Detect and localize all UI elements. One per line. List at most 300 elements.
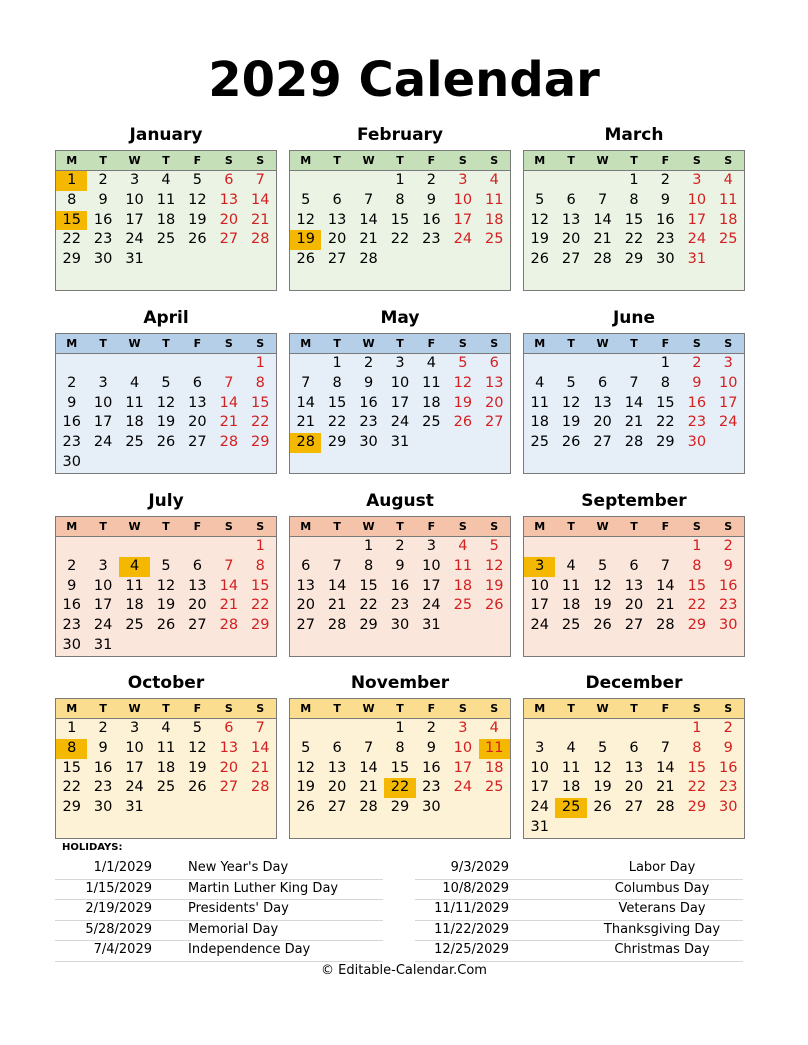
day-cell: 2 <box>363 355 374 371</box>
weekday-label: S <box>724 702 733 715</box>
day-cell: 22 <box>359 597 378 614</box>
weekday-label: W <box>362 154 375 167</box>
empty-day-cell <box>479 250 510 270</box>
day-cell: 1 <box>395 720 405 736</box>
empty-day-cell <box>290 354 321 374</box>
day-cell: 3 <box>458 172 468 188</box>
day-cell: 5 <box>597 557 608 574</box>
day-cell: 17 <box>390 394 410 411</box>
day-cell: 26 <box>453 414 473 431</box>
day-cell: 23 <box>719 779 738 796</box>
day-cell: 14 <box>219 394 239 411</box>
empty-day-cell <box>524 171 555 191</box>
day-cell: 17 <box>453 759 473 776</box>
day-cell: 18 <box>125 597 144 614</box>
day-cell: 1 <box>395 172 405 188</box>
weekday-label: F <box>193 520 202 533</box>
day-cell: 19 <box>453 394 473 411</box>
weekday-label: T <box>333 337 341 350</box>
page-title: 2029 Calendar <box>208 52 600 108</box>
day-cell: 12 <box>296 211 315 228</box>
day-grid <box>524 171 744 290</box>
empty-day-cell <box>650 537 681 557</box>
empty-day-cell <box>587 636 618 656</box>
day-cell: 16 <box>93 759 113 776</box>
day-cell: 6 <box>224 720 234 736</box>
weekday-label: W <box>596 337 609 350</box>
holiday-row <box>415 940 743 962</box>
day-cell: 28 <box>327 617 347 634</box>
day-cell: 23 <box>390 597 410 614</box>
empty-day-cell <box>150 636 181 656</box>
empty-day-cell <box>290 636 321 656</box>
empty-day-cell <box>150 250 181 270</box>
month-box <box>289 698 511 839</box>
day-cell: 30 <box>93 799 113 816</box>
day-cell: 27 <box>593 434 612 451</box>
holiday-name: Thanksgiving Day <box>603 921 721 937</box>
holiday-name: Labor Day <box>628 860 696 875</box>
empty-day-cell <box>447 636 478 656</box>
day-cell: 10 <box>453 191 473 208</box>
day-cell: 27 <box>188 617 207 634</box>
empty-day-cell <box>56 270 87 290</box>
month-box <box>523 516 745 657</box>
weekday-label: T <box>162 337 170 350</box>
day-cell: 29 <box>390 799 410 816</box>
weekday-label: T <box>333 520 341 533</box>
empty-day-cell <box>213 270 244 290</box>
day-cell: 18 <box>453 577 473 594</box>
empty-day-cell <box>213 537 244 557</box>
day-cell: 25 <box>125 617 144 634</box>
holiday-day-cell: 19 <box>290 230 321 250</box>
weekday-label: T <box>99 702 107 715</box>
empty-day-cell <box>182 270 213 290</box>
empty-day-cell <box>353 270 384 290</box>
weekday-label: T <box>630 154 638 167</box>
day-cell: 25 <box>125 434 144 451</box>
empty-day-cell <box>353 171 384 191</box>
holiday-name: Christmas Day <box>614 942 710 957</box>
empty-day-cell <box>245 453 276 473</box>
weekday-label: S <box>490 154 499 167</box>
day-cell: 14 <box>219 577 239 594</box>
day-cell: 24 <box>530 617 549 634</box>
weekday-label: W <box>362 337 375 350</box>
empty-day-cell <box>353 719 384 739</box>
day-cell: 28 <box>359 799 378 816</box>
day-cell: 12 <box>156 577 176 594</box>
empty-day-cell <box>290 719 321 739</box>
empty-day-cell <box>587 453 618 473</box>
day-cell: 30 <box>62 453 81 470</box>
day-grid <box>56 719 276 838</box>
day-grid <box>56 537 276 656</box>
empty-day-cell <box>87 354 118 374</box>
day-cell: 14 <box>359 759 378 776</box>
day-cell: 23 <box>422 779 441 796</box>
weekday-label: M <box>66 520 78 533</box>
day-cell: 27 <box>327 251 347 268</box>
day-cell: 6 <box>301 557 311 574</box>
day-cell: 22 <box>687 779 707 796</box>
weekday-label: S <box>224 154 233 167</box>
empty-day-cell <box>290 453 321 473</box>
holiday-row <box>55 899 383 921</box>
day-cell: 18 <box>156 759 176 776</box>
holiday-date: 10/8/2029 <box>442 880 509 896</box>
day-cell: 1 <box>692 720 702 736</box>
holiday-day-cell: 22 <box>384 778 415 798</box>
day-cell: 14 <box>251 191 270 208</box>
day-cell: 1 <box>332 355 342 371</box>
weekday-label: T <box>630 520 638 533</box>
day-cell: 22 <box>62 231 81 248</box>
day-cell: 11 <box>561 759 581 776</box>
weekday-label: M <box>66 154 78 167</box>
day-cell: 13 <box>296 577 315 594</box>
day-cell: 11 <box>561 577 581 594</box>
weekday-label: T <box>567 337 575 350</box>
weekday-label: W <box>596 702 609 715</box>
empty-day-cell <box>213 798 244 818</box>
day-cell: 14 <box>251 739 270 756</box>
day-cell: 16 <box>62 414 81 431</box>
day-cell: 16 <box>422 211 441 228</box>
day-cell: 16 <box>359 394 378 411</box>
day-cell: 27 <box>219 231 239 248</box>
empty-day-cell <box>182 537 213 557</box>
day-cell: 21 <box>327 597 347 614</box>
day-cell: 3 <box>535 739 545 756</box>
day-cell: 14 <box>656 577 675 594</box>
day-cell: 22 <box>62 779 81 796</box>
day-cell: 2 <box>98 172 108 188</box>
empty-day-cell <box>447 798 478 818</box>
empty-day-cell <box>150 798 181 818</box>
empty-day-cell <box>150 354 181 374</box>
holiday-name: Veterans Day <box>618 901 706 916</box>
day-cell: 25 <box>422 414 441 431</box>
day-cell: 2 <box>395 538 405 554</box>
empty-day-cell <box>150 453 181 473</box>
empty-day-cell <box>182 354 213 374</box>
empty-day-cell <box>618 354 649 374</box>
empty-day-cell <box>479 433 510 453</box>
empty-day-cell <box>555 818 586 838</box>
day-cell: 20 <box>327 231 347 248</box>
day-cell: 8 <box>395 191 405 208</box>
weekday-label: S <box>692 154 701 167</box>
day-cell: 29 <box>359 617 378 634</box>
day-cell: 15 <box>62 759 81 776</box>
weekday-label: T <box>333 154 341 167</box>
day-cell: 7 <box>363 739 374 756</box>
day-cell: 14 <box>296 394 315 411</box>
weekday-header <box>56 334 276 354</box>
day-cell: 18 <box>156 211 176 228</box>
day-cell: 31 <box>93 636 113 653</box>
weekday-label: M <box>300 337 312 350</box>
weekday-label: M <box>534 520 546 533</box>
month-box <box>55 150 277 291</box>
weekday-label: S <box>458 337 467 350</box>
day-cell: 26 <box>156 434 176 451</box>
month-box <box>289 516 511 657</box>
weekday-header <box>524 699 744 719</box>
holiday-day-cell: 28 <box>290 433 321 453</box>
day-cell: 8 <box>692 739 702 756</box>
empty-day-cell <box>290 537 321 557</box>
empty-day-cell <box>416 636 447 656</box>
month-box <box>55 516 277 657</box>
day-cell: 9 <box>723 557 733 574</box>
weekday-label: M <box>66 337 78 350</box>
day-cell: 19 <box>485 577 504 594</box>
day-cell: 30 <box>687 434 707 451</box>
empty-day-cell <box>87 818 118 838</box>
day-cell: 1 <box>692 538 702 554</box>
weekday-label: W <box>128 520 141 533</box>
empty-day-cell <box>321 537 352 557</box>
day-cell: 23 <box>62 434 81 451</box>
day-cell: 24 <box>687 231 707 248</box>
day-cell: 25 <box>485 779 504 796</box>
day-cell: 14 <box>327 577 347 594</box>
empty-day-cell <box>87 453 118 473</box>
day-cell: 5 <box>192 172 203 188</box>
day-cell: 31 <box>530 818 549 835</box>
empty-day-cell <box>56 354 87 374</box>
day-cell: 19 <box>156 597 176 614</box>
day-cell: 11 <box>719 191 738 208</box>
day-cell: 12 <box>296 759 315 776</box>
empty-day-cell <box>618 719 649 739</box>
day-cell: 13 <box>327 211 347 228</box>
empty-day-cell <box>119 270 150 290</box>
weekday-label: F <box>193 337 202 350</box>
day-cell: 6 <box>224 172 234 188</box>
day-cell: 2 <box>660 172 671 188</box>
day-cell: 19 <box>561 414 581 431</box>
month-name: March <box>604 125 664 145</box>
empty-day-cell <box>587 719 618 739</box>
day-cell: 9 <box>692 374 702 391</box>
day-grid <box>290 537 510 656</box>
empty-day-cell <box>416 818 447 838</box>
empty-day-cell <box>384 636 415 656</box>
weekday-label: T <box>396 520 404 533</box>
month-name: April <box>143 308 189 328</box>
empty-day-cell <box>587 270 618 290</box>
day-cell: 25 <box>530 434 549 451</box>
day-cell: 5 <box>161 374 171 391</box>
day-cell: 6 <box>192 374 203 391</box>
day-cell: 7 <box>224 557 234 574</box>
day-cell: 19 <box>593 597 612 614</box>
day-cell: 30 <box>656 251 675 268</box>
day-cell: 18 <box>561 597 581 614</box>
empty-day-cell <box>447 250 478 270</box>
weekday-label: F <box>427 154 436 167</box>
day-cell: 12 <box>188 191 207 208</box>
day-cell: 17 <box>93 414 113 431</box>
day-cell: 26 <box>485 597 504 614</box>
empty-day-cell <box>713 250 744 270</box>
empty-day-cell <box>713 453 744 473</box>
empty-day-cell <box>119 453 150 473</box>
empty-day-cell <box>479 636 510 656</box>
day-cell: 18 <box>125 414 144 431</box>
weekday-label: W <box>128 154 141 167</box>
weekday-label: T <box>162 520 170 533</box>
empty-day-cell <box>245 818 276 838</box>
day-cell: 28 <box>656 799 675 816</box>
day-cell: 5 <box>535 191 545 208</box>
empty-day-cell <box>713 433 744 453</box>
day-cell: 10 <box>93 577 113 594</box>
day-cell: 27 <box>561 251 581 268</box>
day-cell: 5 <box>597 739 608 756</box>
day-cell: 6 <box>629 557 639 574</box>
month-box <box>55 333 277 474</box>
empty-day-cell <box>713 270 744 290</box>
day-cell: 17 <box>422 577 441 594</box>
day-cell: 27 <box>624 617 644 634</box>
day-cell: 21 <box>359 779 378 796</box>
day-cell: 9 <box>363 374 374 391</box>
empty-day-cell <box>416 453 447 473</box>
weekday-label: T <box>99 154 107 167</box>
day-cell: 1 <box>67 720 77 736</box>
weekday-label: T <box>396 154 404 167</box>
day-grid <box>290 719 510 838</box>
weekday-label: F <box>661 520 670 533</box>
weekday-label: T <box>630 337 638 350</box>
day-cell: 2 <box>426 720 437 736</box>
day-cell: 9 <box>660 191 671 208</box>
empty-day-cell <box>384 270 415 290</box>
weekday-label: S <box>490 520 499 533</box>
day-cell: 9 <box>723 739 733 756</box>
weekday-header <box>56 699 276 719</box>
day-cell: 11 <box>422 374 441 391</box>
weekday-label: W <box>596 520 609 533</box>
empty-day-cell <box>245 636 276 656</box>
day-cell: 29 <box>327 434 347 451</box>
day-cell: 10 <box>93 394 113 411</box>
day-cell: 28 <box>624 434 644 451</box>
month-name: January <box>129 125 203 145</box>
month-name: June <box>612 308 656 328</box>
empty-day-cell <box>353 818 384 838</box>
day-cell: 22 <box>251 414 270 431</box>
day-cell: 13 <box>624 577 644 594</box>
empty-day-cell <box>384 818 415 838</box>
day-cell: 10 <box>422 557 441 574</box>
day-cell: 21 <box>624 414 644 431</box>
empty-day-cell <box>524 354 555 374</box>
holiday-date: 1/1/2029 <box>93 860 152 875</box>
day-cell: 9 <box>98 191 108 208</box>
day-cell: 28 <box>219 434 239 451</box>
day-cell: 15 <box>251 577 270 594</box>
day-cell: 14 <box>656 759 675 776</box>
day-cell: 4 <box>161 172 171 188</box>
empty-day-cell <box>416 433 447 453</box>
day-cell: 5 <box>458 355 468 371</box>
day-cell: 19 <box>530 231 549 248</box>
weekday-label: M <box>534 154 546 167</box>
empty-day-cell <box>681 636 712 656</box>
day-cell: 11 <box>530 394 549 411</box>
day-cell: 11 <box>453 557 473 574</box>
empty-day-cell <box>681 818 712 838</box>
day-cell: 26 <box>530 251 549 268</box>
day-cell: 27 <box>485 414 504 431</box>
day-cell: 17 <box>125 759 144 776</box>
day-grid <box>56 354 276 473</box>
weekday-label: F <box>427 337 436 350</box>
weekday-label: T <box>99 520 107 533</box>
holiday-day-cell: 11 <box>479 739 510 759</box>
day-cell: 25 <box>156 779 176 796</box>
weekday-label: S <box>256 337 265 350</box>
day-cell: 15 <box>687 577 707 594</box>
weekday-label: T <box>396 337 404 350</box>
holiday-date: 2/19/2029 <box>85 901 152 916</box>
day-cell: 19 <box>593 779 612 796</box>
day-cell: 28 <box>251 231 270 248</box>
day-cell: 16 <box>62 597 81 614</box>
weekday-label: M <box>534 337 546 350</box>
weekday-label: W <box>362 520 375 533</box>
empty-day-cell <box>479 270 510 290</box>
empty-day-cell <box>245 798 276 818</box>
day-cell: 6 <box>332 191 342 208</box>
empty-day-cell <box>650 636 681 656</box>
empty-day-cell <box>416 270 447 290</box>
weekday-label: T <box>567 154 575 167</box>
empty-day-cell <box>524 453 555 473</box>
empty-day-cell <box>447 616 478 636</box>
day-cell: 28 <box>219 617 239 634</box>
empty-day-cell <box>587 818 618 838</box>
day-cell: 30 <box>719 799 738 816</box>
holiday-name: Independence Day <box>188 942 311 957</box>
empty-day-cell <box>618 270 649 290</box>
day-grid <box>56 171 276 290</box>
day-cell: 21 <box>656 597 675 614</box>
month-name: February <box>356 125 444 145</box>
day-cell: 4 <box>489 720 499 736</box>
day-grid <box>524 354 744 473</box>
day-cell: 2 <box>67 374 77 391</box>
weekday-header <box>56 151 276 171</box>
empty-day-cell <box>182 798 213 818</box>
day-cell: 23 <box>93 779 113 796</box>
day-cell: 28 <box>251 779 270 796</box>
day-cell: 21 <box>593 231 612 248</box>
empty-day-cell <box>245 250 276 270</box>
empty-day-cell <box>384 453 415 473</box>
empty-day-cell <box>56 818 87 838</box>
day-cell: 18 <box>719 211 738 228</box>
day-cell: 22 <box>656 414 675 431</box>
empty-day-cell <box>587 354 618 374</box>
day-cell: 27 <box>219 779 239 796</box>
